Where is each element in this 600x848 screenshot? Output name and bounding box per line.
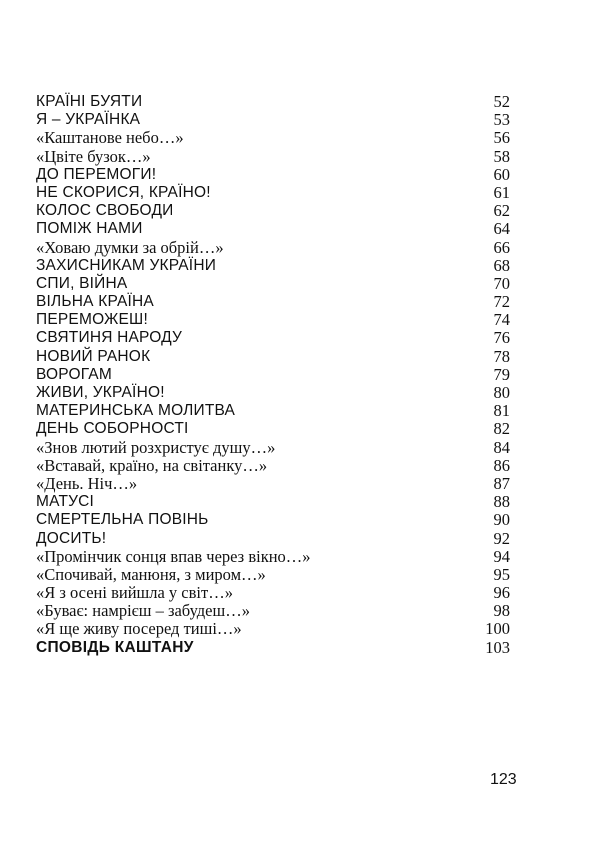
toc-entry-page: 79 (493, 364, 510, 384)
toc-entry-page: 81 (493, 401, 510, 421)
toc-entry (36, 402, 510, 420)
toc-entry-title: СВЯТИНЯ НАРОДУ (36, 329, 183, 347)
toc-entry-title: «Ховаю думки за обрій…» (36, 237, 224, 257)
toc-entry-page: 92 (493, 528, 510, 548)
toc-entry-page: 98 (493, 601, 510, 621)
toc-entry-page: 62 (493, 201, 510, 221)
toc-entry-page: 86 (493, 455, 510, 475)
toc-entry (36, 493, 510, 511)
toc-entry-page: 94 (493, 546, 510, 566)
toc-entry-page: 95 (493, 564, 510, 584)
toc-entry (36, 93, 510, 111)
toc-entry-title: «Цвіте бузок…» (36, 146, 151, 166)
toc-entry-title: ЗАХИСНИКАМ УКРАЇНИ (36, 256, 217, 274)
toc-entry (36, 184, 510, 202)
toc-entry (36, 439, 510, 457)
toc-entry (36, 311, 510, 329)
toc-entry-page: 84 (493, 437, 510, 457)
toc-entry-page: 96 (493, 583, 510, 603)
toc-entry (36, 475, 510, 493)
toc-entry (36, 366, 510, 384)
toc-entry-title: ВОРОГАМ (36, 365, 112, 383)
table-of-contents (36, 93, 510, 657)
toc-entry (36, 620, 510, 638)
toc-entry-title: КОЛОС СВОБОДИ (36, 202, 174, 220)
toc-entry-title: МАТЕРИНСЬКА МОЛИТВА (36, 402, 236, 420)
toc-entry-title: «Знов лютий розхристує душу…» (36, 437, 276, 457)
page-number: 123 (490, 771, 517, 788)
toc-entry-page: 72 (493, 292, 510, 312)
toc-entry (36, 329, 510, 347)
toc-entry (36, 348, 510, 366)
toc-entry-page: 60 (493, 164, 510, 184)
toc-entry-title: «Вставай, країно, на світанку…» (36, 455, 268, 475)
toc-entry-title: НОВИЙ РАНОК (36, 347, 151, 365)
toc-entry-page: 78 (493, 346, 510, 366)
toc-entry-title: «Буває: намрієш – забудеш…» (36, 601, 250, 621)
toc-entry-page: 90 (493, 510, 510, 530)
toc-entry (36, 293, 510, 311)
toc-entry (36, 257, 510, 275)
toc-entry-page: 68 (493, 255, 510, 275)
toc-entry (36, 129, 510, 147)
toc-entry-title: «Я ще живу посеред тиші…» (36, 619, 242, 639)
toc-entry-page: 80 (493, 383, 510, 402)
toc-entry-title: «Промінчик сонця впав через вікно…» (36, 546, 311, 566)
toc-entry (36, 239, 510, 257)
toc-entry (36, 148, 510, 166)
toc-entry-page: 88 (493, 492, 510, 512)
toc-entry (36, 602, 510, 620)
toc-entry-title: «День. Ніч…» (36, 473, 138, 493)
toc-entry-page: 74 (493, 310, 510, 330)
toc-entry-page: 61 (493, 182, 510, 202)
toc-entry-title: «Спочивай, манюня, з миром…» (36, 564, 266, 584)
toc-entry-page: 70 (493, 273, 510, 293)
toc-entry-title: «Я з осені вийшла у світ…» (36, 583, 233, 603)
toc-entry-page: 53 (493, 110, 510, 130)
toc-entry-page: 76 (493, 328, 510, 348)
toc-entry-page: 64 (493, 219, 510, 239)
toc-entry-title: ПЕРЕМОЖЕШ! (36, 311, 148, 329)
toc-entry-page: 87 (493, 473, 510, 493)
toc-entry (36, 384, 510, 402)
toc-entry (36, 220, 510, 238)
toc-entry-page: 66 (493, 237, 510, 257)
toc-entry-title: СМЕРТЕЛЬНА ПОВІНЬ (36, 511, 209, 529)
toc-entry-page: 58 (493, 146, 510, 166)
toc-entry (36, 566, 510, 584)
toc-entry-title: ДО ПЕРЕМОГИ! (36, 165, 157, 183)
toc-entry-title: СПИ, ВІЙНА (36, 274, 128, 292)
toc-entry-title: МАТУСІ (36, 493, 95, 511)
toc-entry (36, 639, 510, 657)
toc-entry (36, 420, 510, 438)
toc-entry-title: ДОСИТЬ! (36, 529, 107, 547)
toc-entry-title: ДЕНЬ СОБОРНОСТІ (36, 420, 189, 438)
toc-entry-page: 52 (493, 92, 510, 111)
toc-entry-page: 56 (493, 128, 510, 148)
toc-entry (36, 457, 510, 475)
toc-entry-title: Я – УКРАЇНКА (36, 111, 141, 129)
toc-entry-page: 103 (485, 637, 510, 657)
toc-entry-title: КРАЇНІ БУЯТИ (36, 93, 143, 110)
toc-entry-title: ПОМІЖ НАМИ (36, 220, 143, 238)
toc-entry (36, 202, 510, 220)
toc-entry (36, 584, 510, 602)
toc-entry (36, 548, 510, 566)
toc-entry (36, 275, 510, 293)
toc-entry (36, 511, 510, 529)
toc-entry-page: 82 (493, 419, 510, 439)
toc-entry (36, 166, 510, 184)
toc-entry (36, 530, 510, 548)
toc-entry-title: «Каштанове небо…» (36, 128, 184, 148)
toc-entry (36, 111, 510, 129)
toc-entry-title: СПОВІДЬ КАШТАНУ (36, 638, 194, 656)
toc-entry-title: ЖИВИ, УКРАЇНО! (36, 384, 165, 401)
toc-entry-page: 100 (485, 619, 510, 639)
toc-entry-title: ВІЛЬНА КРАЇНА (36, 293, 154, 311)
toc-entry-title: НЕ СКОРИСЯ, КРАЇНО! (36, 183, 211, 201)
